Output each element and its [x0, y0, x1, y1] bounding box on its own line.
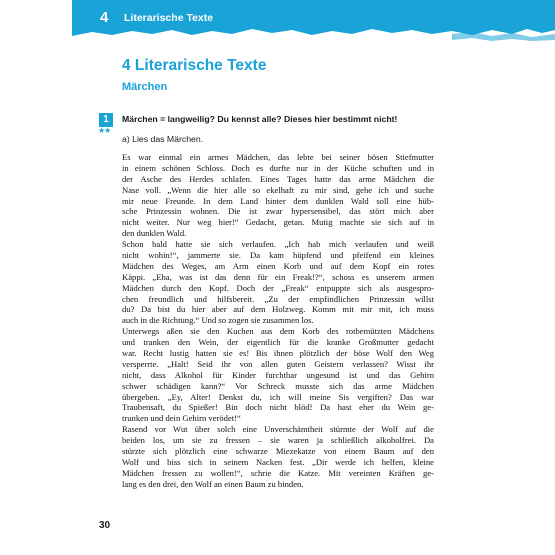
- page-number: 30: [99, 520, 111, 531]
- chapter-number: 4: [100, 9, 109, 26]
- story-line: war. Recht lustig hatten sie es! Bis ihnen plötzlich der böse Wolf den Weg: [122, 348, 434, 359]
- story-line: den dunklen Wald.: [122, 228, 187, 239]
- story-line: du? Da bist du hier aber auf dem Holzweg. Komm mit mir mit, ich muss: [122, 304, 434, 315]
- story-line: schwer schädigen kann?“ Vor Schreck musste sich das arme Mädchen: [122, 380, 434, 391]
- story-line: Rasend vor Wut über solch eine Unverschämtheit stürmte der Wolf auf die: [122, 424, 434, 435]
- story-line: in einem schönen Schloss. Doch es durfte nur in der Küche schuften und in: [122, 162, 434, 173]
- story-line: mir neue Freunde. In dem Land hinter dem dunklen Wald soll eine hüb-: [122, 195, 434, 206]
- story-line: nicht wohin!“, jammerte sie. Da kam hüpfend und pfeifend ein kleines: [122, 250, 434, 261]
- section-title: 4 Literarische Texte: [122, 57, 267, 74]
- story-line: nicht weiter. Nur weg hier!“ Gedacht, getan. Mutig machte sie sich auf in: [122, 217, 434, 228]
- story-line: Käppi. „Eha, was ist das denn für ein Freak!?“, schoss es unserem armen: [122, 271, 434, 282]
- story-line: Es war einmal ein armes Mädchen, das lebte bei seiner bösen Stiefmutter: [122, 152, 434, 162]
- story-line: versperrte. „Halt! Seid ihr von allen guten Geistern verlassen? Wisst ihr: [122, 358, 434, 369]
- story-line: chen freundlich und hilfsbereit. „Zu der empfindlichen Prinzessin willst: [122, 293, 434, 304]
- chapter-title: Literarische Texte: [124, 12, 214, 24]
- subsection-title: Märchen: [122, 81, 168, 93]
- story-text: [122, 152, 434, 490]
- story-line: sche Prinzessin wohnen. Die ist zwar hypersensibel, das stört mich aber: [122, 206, 434, 217]
- story-line: Wolf und biss sich in seinem Nacken fest. „Dir werde ich helfen, kleine: [122, 456, 434, 467]
- story-line: Nase voll. „Wenn die hier alle so ekelhaft zu mir sind, gehe ich und suche: [122, 184, 434, 195]
- story-line: auch in die Richtung.“ Und so zogen sie zusammen los.: [122, 315, 314, 326]
- story-line: nicht, dass Alkohol für Kinder furchtbar ungesund ist und das Gehirn: [122, 369, 434, 380]
- story-line: stürzte sich plötzlich eine schwarze Miezekatze von einem Baum auf den: [122, 446, 434, 457]
- task-instruction: a) Lies das Märchen.: [122, 134, 204, 144]
- difficulty-stars-icon: ★★: [98, 126, 111, 135]
- story-line: Traubensaft, du Spießer! Bin doch nicht blöd! Da hast eher du Wein ge-: [122, 402, 434, 413]
- story-line: Schon bald hatte sie sich verlaufen. „Ich hab mich verlaufen und weiß: [122, 239, 434, 250]
- story-line: Unterwegs aßen sie den Kuchen aus dem Korb des rotbemützten Mädchens: [122, 326, 434, 337]
- story-line: trunken und dein Gehirn verödet!“: [122, 413, 241, 424]
- story-line: Mädchen fressen zu wollen!“, schrie die Katze. Mit vereinten Kräften ge-: [122, 467, 434, 478]
- task-number-badge: 1: [99, 113, 113, 127]
- story-line: lang es den drei, den Wolf an einen Baum zu binden.: [122, 478, 304, 489]
- story-line: Mädchen durch den Kopf. Doch der „Freak“ entpuppte sich als ausgespro-: [122, 282, 434, 293]
- task-heading: Märchen = langweilig? Du kennst alle? Dieses hier bestimmt nicht!: [122, 114, 398, 124]
- story-line: Mädchen des Weges, am Arm einen Korb und auf dem Kopf ein rotes: [122, 260, 434, 271]
- story-line: der Asche des Herdes schlafen. Eines Tages hatte das arme Mädchen die: [122, 173, 434, 184]
- story-line: übergeben. „Ey, Alter! Denkst du, ich will meine Sis vergiften? Das war: [122, 391, 434, 402]
- story-line: und tranken den Wein, der eigentlich für die kranke Großmutter gedacht: [122, 337, 434, 348]
- story-line: beiden los, um sie zu fressen – sie waren ja schließlich alkoholfrei. Da: [122, 435, 434, 446]
